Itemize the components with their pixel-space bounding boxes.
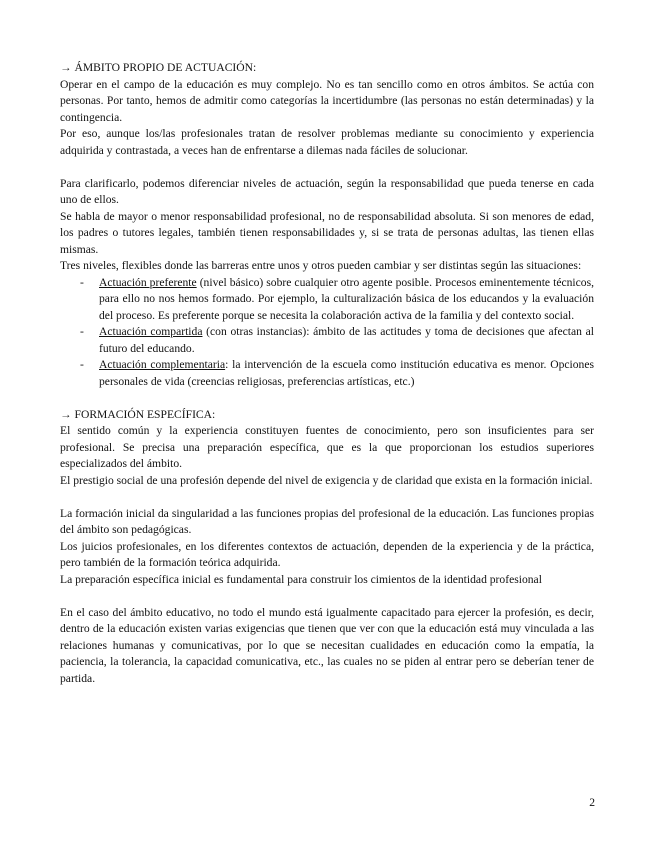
bullet-dash: - [80,358,84,371]
paragraph: Para clarificarlo, podemos diferenciar niveles de actuación, según la responsabilidad que pueda tenerse en cada uno de ellos. [60,176,594,206]
list-item-level-2 [60,324,594,357]
section-heading-ambito: → ÁMBITO PROPIO DE ACTUACIÓN: [60,61,257,74]
paragraph: Los juicios profesionales, en los diferentes contextos de actuación, dependen de la experiencia y de la práctica, pero también de la formación teórica adquirida. [60,539,594,569]
spacer [60,489,594,506]
section-heading-formacion: → FORMACIÓN ESPECÍFICA: [60,407,216,421]
level-description: (con otras instancias): ámbito de las actitudes y toma de decisiones que afectan al futuro del educando. [99,325,594,355]
document-page [60,60,594,687]
paragraph: La preparación específica inicial es fundamental para construir los cimientos de la identidad profesional [60,572,542,586]
level-term: Actuación compartida [99,325,203,338]
spacer [60,159,594,176]
spacer [60,588,594,605]
list-item-level-3 [60,357,594,390]
paragraph: Operar en el campo de la educación es muy complejo. No es tan sencillo como en otros ámbitos. Se actúa con personas. Por tanto, hemos de admitir como categorías la incertidumbre (las personas no están determinadas) y la contingencia. [60,77,594,124]
paragraph: Por eso, aunque los/las profesionales tratan de resolver problemas mediante su conocimiento y experiencia adquirida y contrastada, a veces han de enfrentarse a dilemas nada fáciles de solucionar. [60,127,594,157]
spacer [60,390,594,407]
levels-list [60,275,594,391]
level-term: Actuación complementaria [99,358,226,371]
paragraph: El prestigio social de una profesión depende del nivel de exigencia y de claridad que exista en la formación inicial. [60,473,593,487]
level-term: Actuación preferente [99,275,197,289]
list-item-level-1 [60,275,594,325]
level-description: (nivel básico) sobre cualquier otro agente posible. Procesos eminentemente técnicos, para ello no nos hemos formado. Por ejemplo, la culturalización básica de los educandos y la evaluación del proceso. Es preferente porque se necesita la colaboración activa de la familia y del contexto social. [99,275,594,322]
level-description: : la intervención de la escuela como institución educativa es menor. Opciones personales de vida (creencias religiosas, preferencias artísticas, etc.) [99,358,594,388]
bullet-dash: - [80,325,84,338]
page-number: 2 [589,796,595,809]
paragraph: En el caso del ámbito educativo, no todo el mundo está igualmente capacitado para ejercer la profesión, es decir, dentro de la educación existen varias exigencias que tienen que ver con que la educación está muy vinculada a las relaciones humanas y comunicativas, por lo que se necesitan cualidades en educación como la empatía, la paciencia, la tolerancia, la capacidad comunicativa, etc., las cuales no se piden al entrar pero se deberían tener de partida. [60,605,594,685]
paragraph: El sentido común y la experiencia constituyen fuentes de conocimiento, pero son insuficientes para ser profesional. Se precisa una preparación específica, que es la que proporcionan los estudios superiores especializados del ámbito. [60,424,594,470]
bullet-dash: - [80,275,84,289]
paragraph: La formación inicial da singularidad a las funciones propias del profesional de la educación. Las funciones propias del ámbito son pedagógicas. [60,506,594,536]
paragraph: Tres niveles, flexibles donde las barreras entre unos y otros pueden cambiar y ser distintas según las situaciones: [60,259,582,272]
paragraph: Se habla de mayor o menor responsabilidad profesional, no de responsabilidad absoluta. Si son menores de edad, los padres o tutores legales, también tienen responsabilidades y, si se trata de personas adultas, las tienen ellas mismas. [60,209,594,256]
